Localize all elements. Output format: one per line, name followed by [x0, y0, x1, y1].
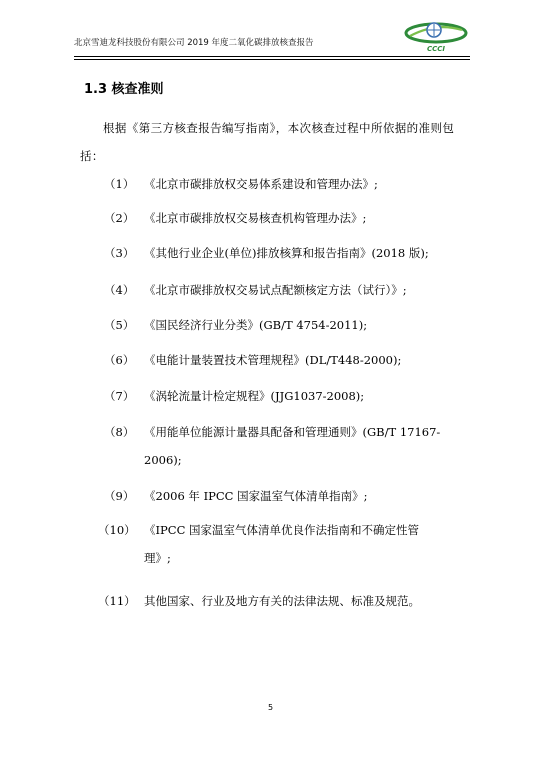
section-heading: 1.3 核查准则	[84, 82, 164, 97]
item-text-continued: 理》;	[144, 551, 171, 565]
item-text: 《北京市碳排放权交易核查机构管理办法》;	[144, 211, 367, 225]
item-number: （11）	[98, 594, 136, 608]
item-number: （7）	[104, 389, 135, 403]
header-divider-thin	[74, 59, 470, 60]
item-number: （2）	[104, 211, 135, 225]
page-number: 5	[268, 703, 274, 712]
item-number: （1）	[104, 177, 135, 191]
item-text: 《北京市碳排放权交易体系建设和管理办法》;	[144, 177, 378, 191]
item-number: （6）	[104, 353, 135, 367]
item-number: （9）	[104, 489, 135, 503]
item-number: （4）	[104, 283, 135, 297]
item-text: 《其他行业企业(单位)排放核算和报告指南》(2018 版);	[144, 246, 429, 260]
item-text: 《涡轮流量计检定规程》(JJG1037-2008);	[144, 389, 365, 403]
item-text: 《2006 年 IPCC 国家温室气体清单指南》;	[144, 489, 368, 503]
item-number: （10）	[98, 523, 136, 537]
item-text: 《北京市碳排放权交易试点配额核定方法（试行）》;	[144, 283, 407, 297]
logo-text: CCCI	[426, 45, 446, 53]
item-text-continued: 2006);	[144, 453, 182, 467]
header-divider	[74, 56, 470, 57]
item-text: 《IPCC 国家温室气体清单优良作法指南和不确定性管	[144, 523, 420, 537]
intro-paragraph: 根据《第三方核查报告编写指南》，本次核查过程中所依据的准则包括：	[80, 121, 455, 163]
company-logo	[404, 16, 468, 54]
header-title: 北京雪迪龙科技股份有限公司 2019 年度二氧化碳排放核查报告	[74, 38, 314, 48]
item-text: 《国民经济行业分类》(GB/T 4754-2011);	[144, 318, 368, 332]
item-number: （5）	[104, 318, 135, 332]
item-number: （8）	[104, 425, 135, 439]
item-text: 《电能计量装置技术管理规程》(DL/T448-2000);	[144, 353, 402, 367]
item-text: 《用能单位能源计量器具配备和管理通则》(GB/T 17167-	[144, 425, 441, 439]
item-number: （3）	[104, 246, 135, 260]
item-text: 其他国家、行业及地方有关的法律法规、标准及规范。	[144, 594, 420, 608]
